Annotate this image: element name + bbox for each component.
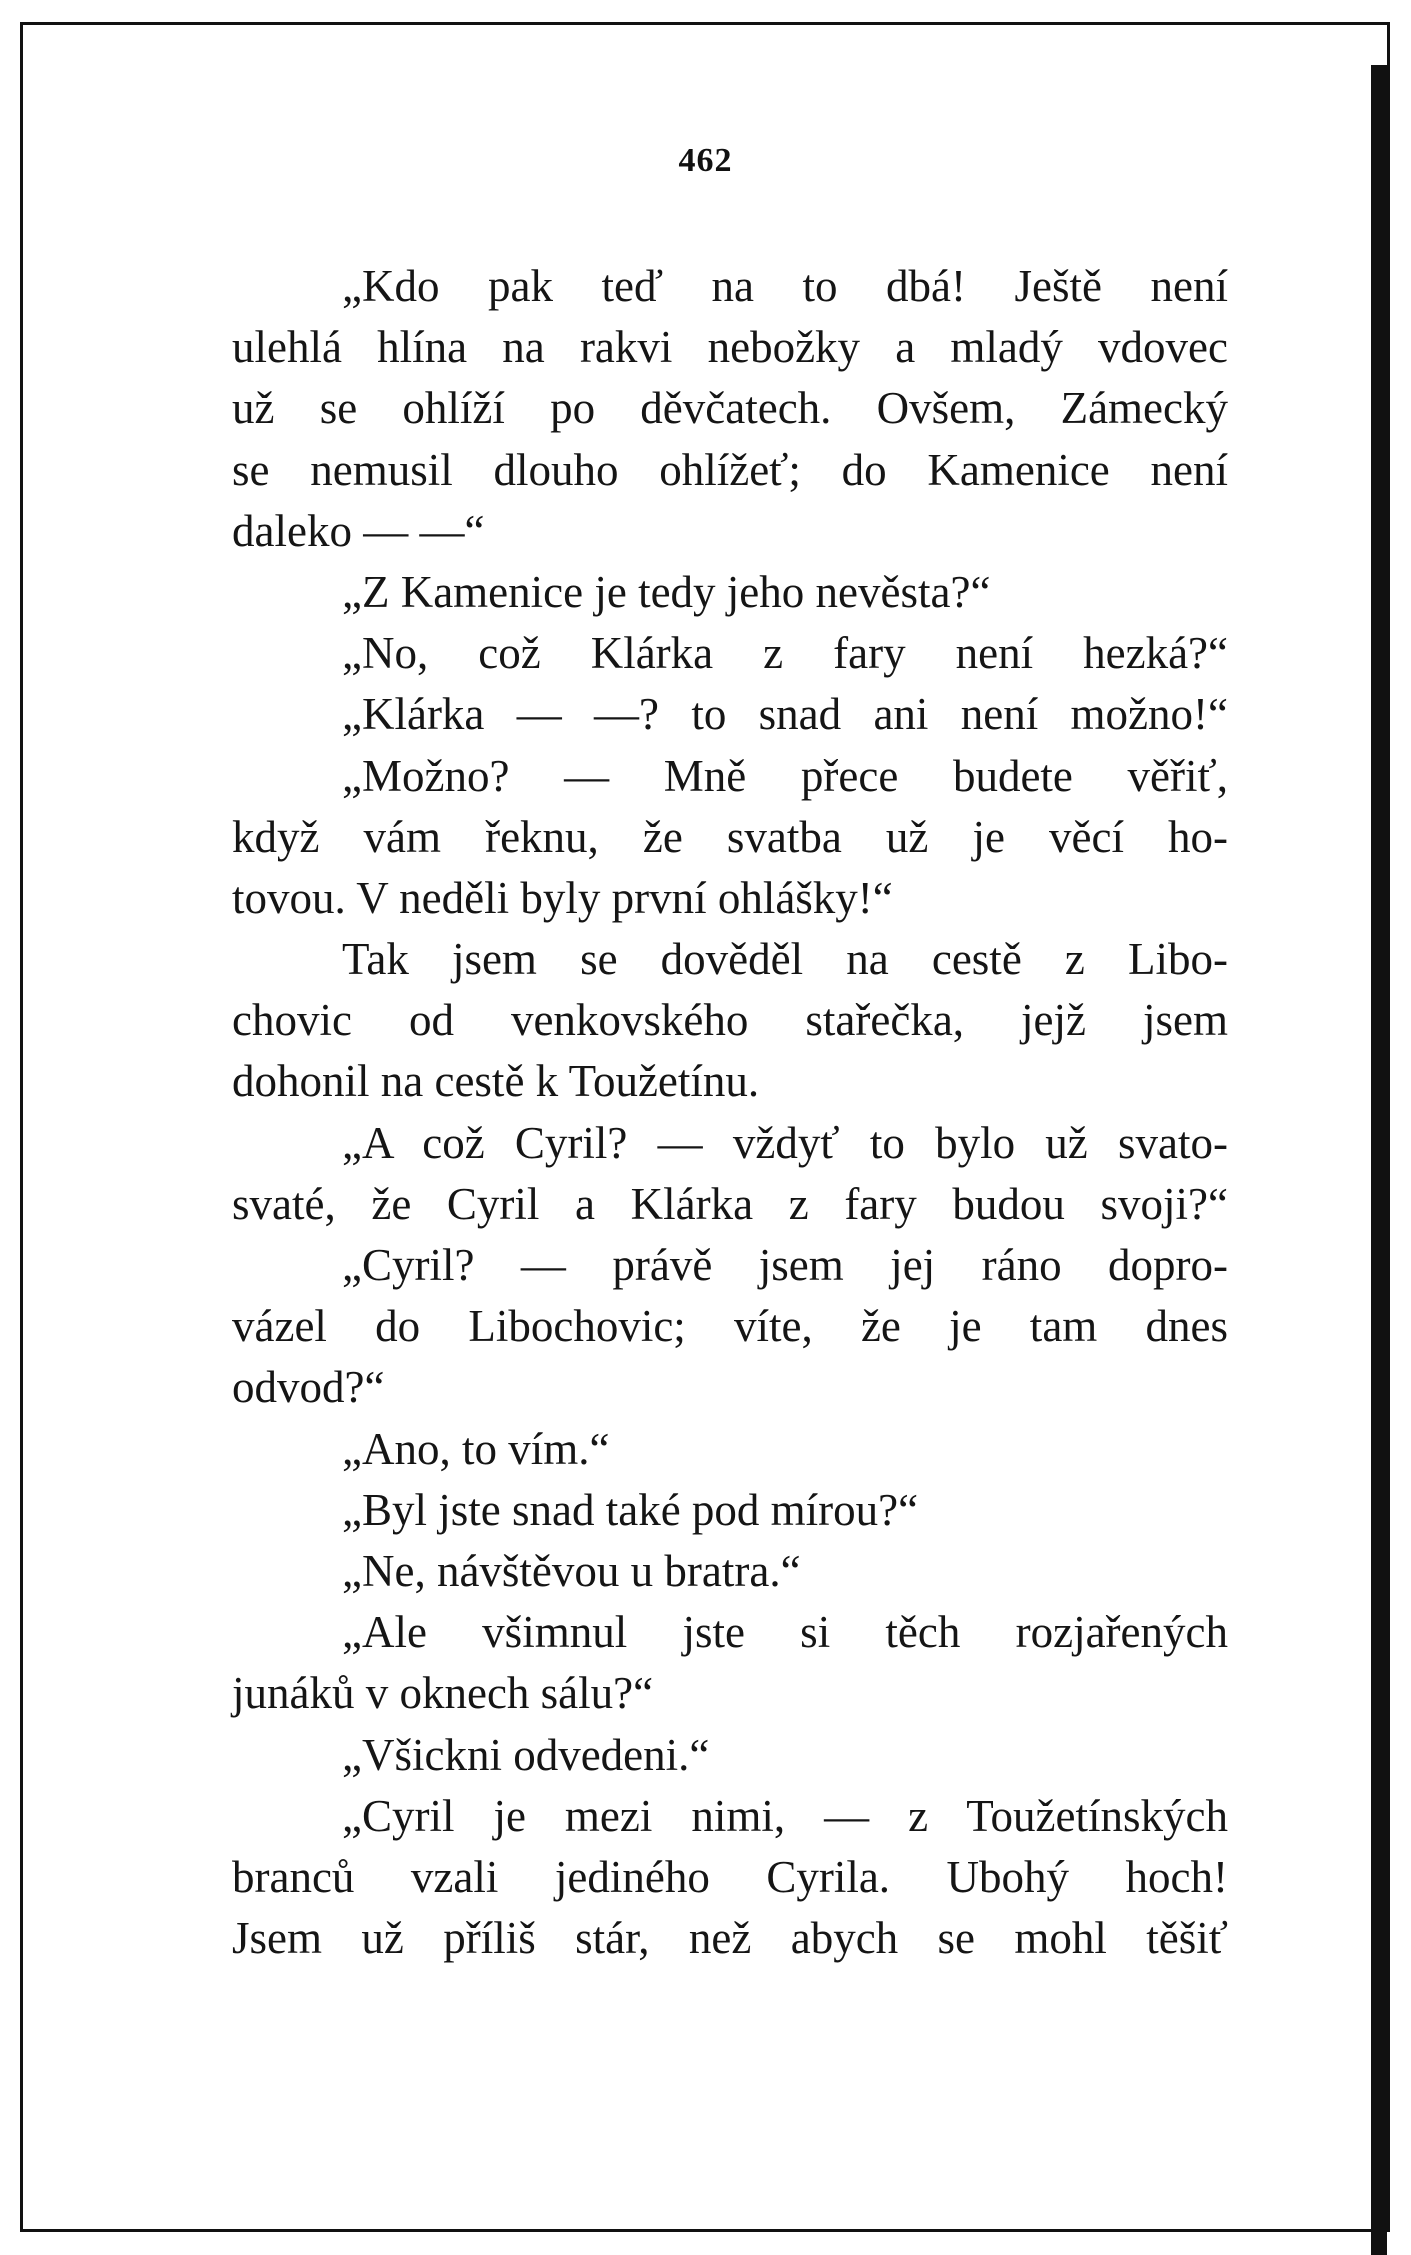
text-line: Jsem už příliš stár, než abych se mohl těšiť [232,1913,1228,1964]
text-line: „Možno? — Mně přece budete věřiť, [342,750,1228,801]
text-line: „Ano, to vím.“ [342,1423,610,1474]
body-text [232,256,1228,1969]
text-line: daleko — —“ [232,505,485,556]
text-line: branců vzali jediného Cyrila. Ubohý hoch! [232,1851,1228,1902]
text-line: vázel do Libochovic; víte, že je tam dnes [232,1301,1228,1352]
text-line: dohonil na cestě k Toužetínu. [232,1056,760,1107]
text-line: „Ale všimnul jste si těch rozjařených [342,1607,1228,1658]
text-line: tovou. V neděli byly první ohlášky!“ [232,872,893,923]
text-line: „Všickni odvedeni.“ [342,1729,710,1780]
text-line: „A což Cyril? — vždyť to bylo už svato- [342,1117,1228,1168]
text-line: „Z Kamenice je tedy jeho nevěsta?“ [342,566,991,617]
text-line: už se ohlíží po děvčatech. Ovšem, Zámecký [232,383,1228,434]
text-line: se nemusil dlouho ohlížeť; do Kamenice není [232,444,1228,495]
text-line: „Cyril? — právě jsem jej ráno dopro- [342,1240,1228,1290]
text-line: „Klárka — —? to snad ani není možno!“ [342,689,1228,740]
text-line: „Cyril je mezi nimi, — z Toužetínských [342,1790,1228,1841]
text-line: když vám řeknu, že svatba už je věcí ho- [232,811,1228,862]
text-line: svaté, že Cyril a Klárka z fary budou svoji?“ [232,1178,1228,1229]
text-line: Tak jsem se dověděl na cestě z Libo- [342,934,1228,985]
text-line: ulehlá hlína na rakvi nebožky a mladý vdovec [232,322,1228,373]
page-edge-shadow [1371,65,1387,2255]
page-number: 462 [678,142,733,179]
text-line: „No, což Klárka z fary není hezká?“ [342,628,1228,679]
text-line: „Kdo pak teď na to dbá! Ještě není [342,261,1228,311]
text-line: „Byl jste snad také pod mírou?“ [342,1484,919,1535]
text-line: „Ne, návštěvou u bratra.“ [342,1545,801,1596]
text-line: junáků v oknech sálu?“ [232,1668,654,1719]
text-line: odvod?“ [232,1362,385,1413]
text-line: chovic od venkovského stařečka, jejž jsem [232,995,1228,1046]
